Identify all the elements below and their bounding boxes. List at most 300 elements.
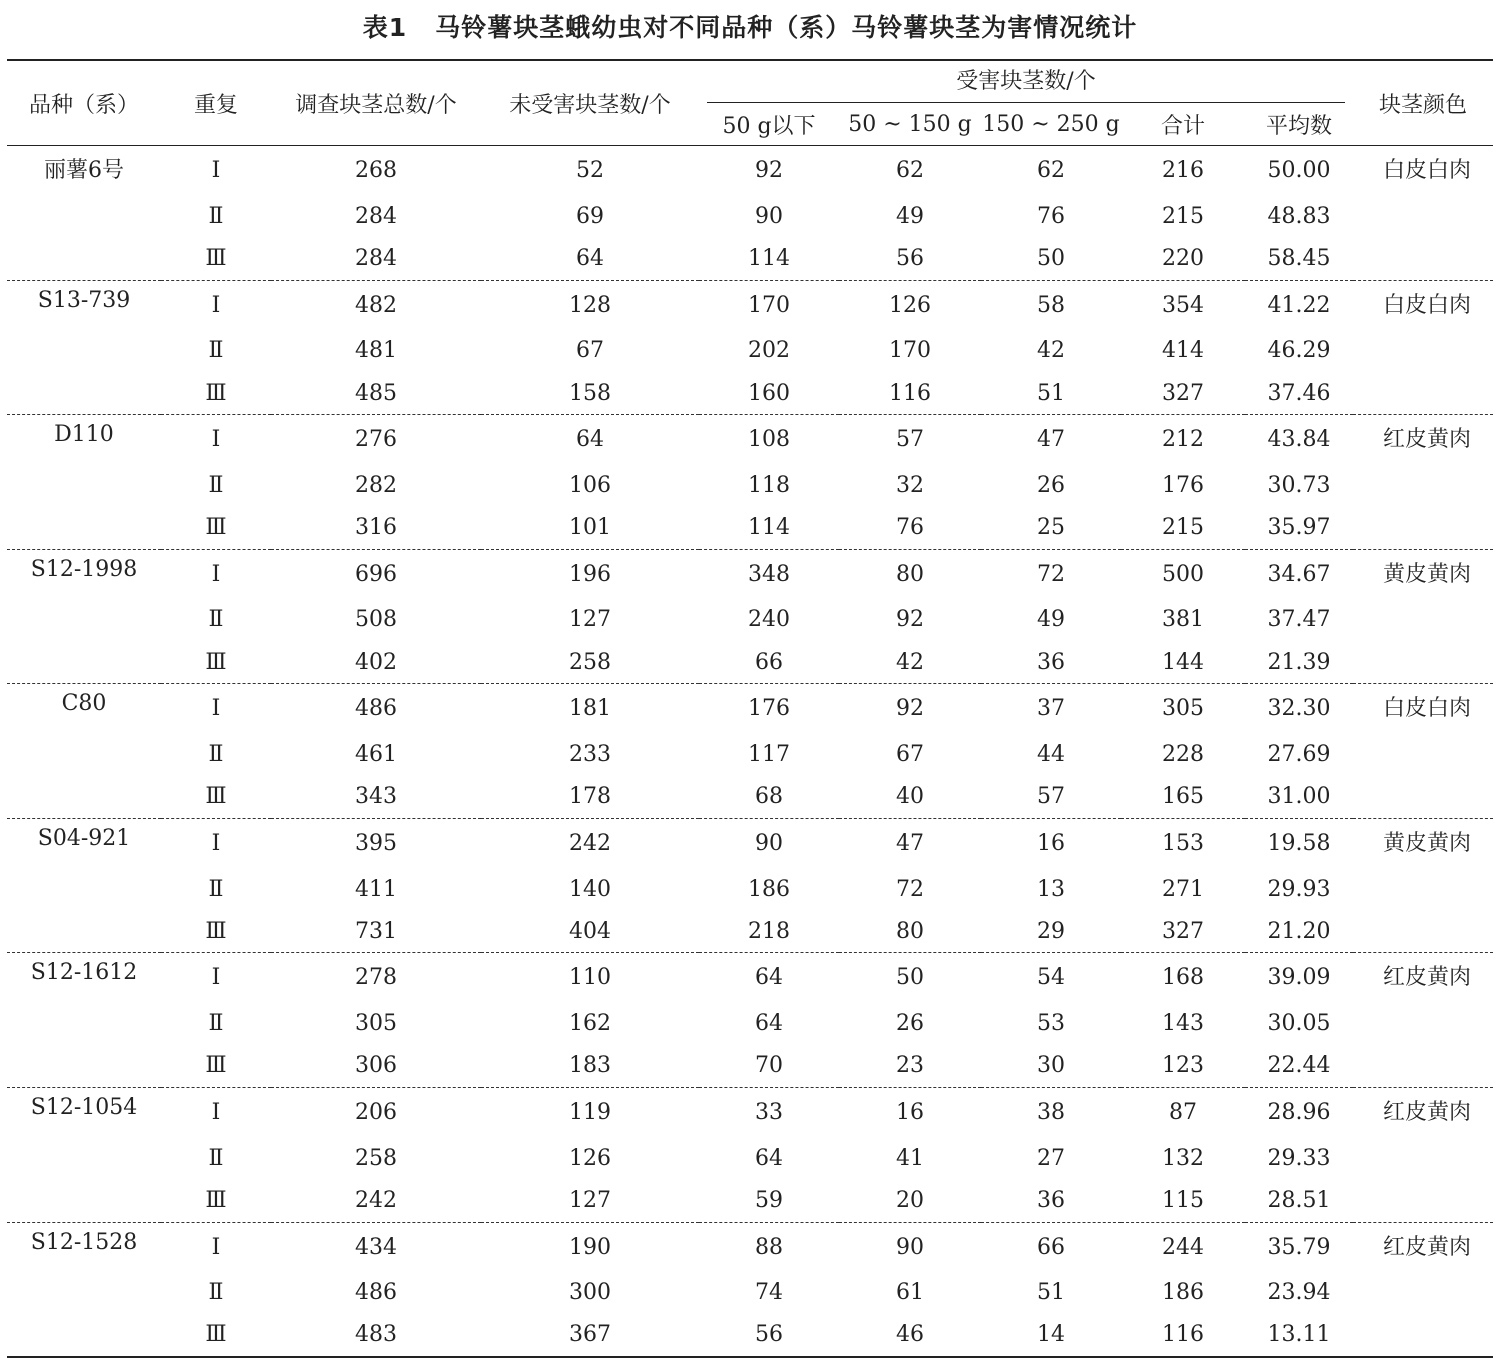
undamaged-cell: 64	[481, 237, 699, 280]
replicate-cell: Ⅲ	[161, 372, 271, 415]
sum-cell: 123	[1121, 1045, 1245, 1088]
w150-250-cell: 57	[981, 776, 1121, 819]
w150-250-cell: 14	[981, 1314, 1121, 1357]
lt50-cell: 66	[699, 641, 839, 684]
total-cell: 434	[355, 1234, 397, 1260]
total-cell: 284	[271, 237, 481, 280]
table-row	[7, 733, 1493, 775]
w50-150-cell: 170	[889, 338, 931, 364]
lt50-cell: 64	[755, 965, 783, 991]
table-row	[7, 415, 1493, 465]
header-undamaged: 未受害块茎数/个	[481, 60, 699, 146]
w50-150-cell: 47	[896, 830, 924, 856]
color-cell: 红皮黄肉	[1383, 1234, 1472, 1260]
empty-cell	[7, 1137, 161, 1179]
w150-250-cell: 30	[981, 1045, 1121, 1088]
lt50-cell: 117	[748, 742, 790, 768]
empty-cell	[7, 599, 161, 641]
lt50-cell: 92	[755, 158, 783, 184]
header-replicate: 重复	[161, 60, 271, 146]
table-row	[7, 1272, 1493, 1314]
damage-table	[7, 59, 1493, 1358]
lt50-cell: 240	[748, 607, 790, 633]
table-caption	[0, 8, 1500, 48]
caption-number: 表1	[362, 13, 408, 42]
table-row	[7, 146, 1493, 196]
lt50-cell: 64	[755, 1011, 783, 1037]
w150-250-cell: 58	[1037, 292, 1065, 318]
undamaged-cell: 110	[569, 965, 611, 991]
table-row	[7, 237, 1493, 280]
w150-250-cell: 76	[1037, 203, 1065, 229]
w150-250-cell: 27	[1037, 1145, 1065, 1171]
replicate-cell: Ⅰ	[211, 292, 221, 318]
w50-150-cell: 40	[839, 776, 981, 819]
sum-cell: 244	[1162, 1234, 1204, 1260]
w150-250-cell: 66	[1037, 1234, 1065, 1260]
w150-250-cell: 72	[1037, 561, 1065, 587]
avg-cell: 29.93	[1267, 876, 1331, 902]
sum-cell: 176	[1162, 472, 1204, 498]
undamaged-cell: 196	[569, 561, 611, 587]
table-row	[7, 1314, 1493, 1357]
empty-cell	[1353, 1137, 1493, 1179]
header-damaged-group	[699, 60, 1353, 103]
header-cultivar: 品种（系）	[7, 60, 161, 146]
total-cell: 305	[355, 1011, 397, 1037]
avg-cell: 27.69	[1267, 742, 1331, 768]
undamaged-cell: 162	[569, 1011, 611, 1037]
lt50-cell: 202	[748, 338, 790, 364]
lt50-cell: 160	[699, 372, 839, 415]
w150-250-cell: 47	[1037, 427, 1065, 453]
lt50-cell: 68	[699, 776, 839, 819]
empty-cell	[7, 910, 161, 953]
lt50-cell: 74	[755, 1280, 783, 1306]
header-lt50: 50 g以下	[699, 103, 839, 146]
lt50-cell: 114	[699, 507, 839, 550]
sum-cell: 165	[1121, 776, 1245, 819]
sum-cell: 186	[1162, 1280, 1204, 1306]
color-cell: 黄皮黄肉	[1383, 561, 1472, 587]
table-row	[7, 1222, 1493, 1272]
table-row	[7, 868, 1493, 910]
total-cell: 282	[355, 472, 397, 498]
undamaged-cell: 158	[481, 372, 699, 415]
undamaged-cell: 127	[481, 1179, 699, 1222]
w150-250-cell: 37	[1037, 696, 1065, 722]
sum-cell: 414	[1162, 338, 1204, 364]
cultivar-cell: S04-921	[37, 825, 131, 851]
total-cell: 483	[271, 1314, 481, 1357]
empty-cell	[1353, 1003, 1493, 1045]
avg-cell: 28.51	[1245, 1179, 1353, 1222]
sum-cell: 144	[1121, 641, 1245, 684]
w150-250-cell: 62	[1037, 158, 1065, 184]
w50-150-cell: 72	[896, 876, 924, 902]
empty-cell	[7, 372, 161, 415]
total-cell: 508	[355, 607, 397, 633]
sum-cell: 215	[1121, 507, 1245, 550]
avg-cell: 48.83	[1267, 203, 1331, 229]
empty-cell	[1353, 641, 1493, 684]
avg-cell: 21.39	[1245, 641, 1353, 684]
w50-150-cell: 126	[889, 292, 931, 318]
table-row	[7, 330, 1493, 372]
empty-cell	[1353, 372, 1493, 415]
replicate-cell: Ⅲ	[161, 1314, 271, 1357]
lt50-cell: 176	[748, 696, 790, 722]
replicate-cell: Ⅲ	[161, 776, 271, 819]
w50-150-cell: 90	[896, 1234, 924, 1260]
empty-cell	[7, 195, 161, 237]
empty-cell	[7, 1003, 161, 1045]
table-row	[7, 684, 1493, 734]
undamaged-cell: 178	[481, 776, 699, 819]
color-cell: 白皮白肉	[1383, 292, 1472, 318]
replicate-cell: Ⅲ	[161, 641, 271, 684]
sum-cell: 168	[1162, 965, 1204, 991]
replicate-cell: Ⅱ	[208, 338, 224, 364]
total-cell: 486	[355, 1280, 397, 1306]
empty-cell	[7, 641, 161, 684]
w50-150-cell: 32	[896, 472, 924, 498]
w50-150-cell: 16	[896, 1100, 924, 1126]
total-cell: 486	[355, 696, 397, 722]
replicate-cell: Ⅲ	[161, 237, 271, 280]
w50-150-cell: 42	[839, 641, 981, 684]
header-total: 调查块茎总数/个	[271, 60, 481, 146]
empty-cell	[1353, 507, 1493, 550]
color-cell: 白皮白肉	[1383, 158, 1472, 183]
avg-cell: 35.97	[1245, 507, 1353, 550]
undamaged-cell: 64	[576, 427, 604, 453]
replicate-cell: Ⅱ	[208, 472, 224, 498]
empty-cell	[1353, 237, 1493, 280]
table-body	[7, 146, 1493, 1358]
color-cell: 红皮黄肉	[1383, 965, 1472, 991]
avg-cell: 46.29	[1267, 338, 1331, 364]
w150-250-cell: 38	[1037, 1100, 1065, 1126]
empty-cell	[1353, 330, 1493, 372]
color-cell: 白皮白肉	[1383, 696, 1472, 722]
empty-cell	[1353, 599, 1493, 641]
undamaged-cell: 258	[481, 641, 699, 684]
total-cell: 731	[271, 910, 481, 953]
w50-150-cell: 80	[896, 561, 924, 587]
undamaged-cell: 242	[569, 830, 611, 856]
total-cell: 395	[355, 830, 397, 856]
w150-250-cell: 50	[981, 237, 1121, 280]
empty-cell	[7, 868, 161, 910]
w50-150-cell: 56	[839, 237, 981, 280]
table-row	[7, 372, 1493, 415]
sum-cell: 305	[1162, 696, 1204, 722]
cultivar-cell: S12-1054	[30, 1094, 138, 1120]
header-avg: 平均数	[1245, 103, 1353, 146]
table-row	[7, 641, 1493, 684]
table-header	[7, 60, 1493, 146]
replicate-cell: Ⅱ	[208, 1011, 224, 1037]
empty-cell	[1353, 1272, 1493, 1314]
undamaged-cell: 181	[569, 696, 611, 722]
cultivar-cell: S12-1998	[30, 556, 138, 582]
undamaged-cell: 190	[569, 1234, 611, 1260]
lt50-cell: 348	[748, 561, 790, 587]
table-row	[7, 1179, 1493, 1222]
w50-150-cell: 41	[896, 1145, 924, 1171]
total-cell: 481	[355, 338, 397, 364]
table-row	[7, 195, 1493, 237]
w150-250-cell: 13	[1037, 876, 1065, 902]
lt50-cell: 88	[755, 1234, 783, 1260]
avg-cell: 13.11	[1245, 1314, 1353, 1357]
total-cell: 402	[271, 641, 481, 684]
undamaged-cell: 69	[576, 203, 604, 229]
cultivar-cell: C80	[61, 691, 107, 717]
replicate-cell: Ⅲ	[161, 1045, 271, 1088]
lt50-cell: 118	[748, 472, 790, 498]
w50-150-cell: 80	[839, 910, 981, 953]
table-row	[7, 464, 1493, 506]
table-row	[7, 910, 1493, 953]
header-50-150: 50 ~ 150 g	[839, 103, 981, 146]
empty-cell	[1353, 1314, 1493, 1357]
sum-cell: 143	[1162, 1011, 1204, 1037]
avg-cell: 34.67	[1267, 561, 1331, 587]
sum-cell: 216	[1162, 158, 1204, 184]
w50-150-cell: 116	[839, 372, 981, 415]
w50-150-cell: 92	[896, 607, 924, 633]
w150-250-cell: 44	[1037, 742, 1065, 768]
replicate-cell: Ⅱ	[208, 607, 224, 633]
w50-150-cell: 57	[896, 427, 924, 453]
undamaged-cell: 140	[569, 876, 611, 902]
empty-cell	[7, 1179, 161, 1222]
undamaged-cell: 233	[569, 742, 611, 768]
avg-cell: 30.73	[1267, 472, 1331, 498]
sum-cell: 215	[1162, 203, 1204, 229]
w150-250-cell: 42	[1037, 338, 1065, 364]
w150-250-cell: 36	[981, 641, 1121, 684]
w50-150-cell: 76	[839, 507, 981, 550]
total-cell: 343	[271, 776, 481, 819]
color-cell: 黄皮黄肉	[1383, 830, 1472, 856]
avg-cell: 37.46	[1245, 372, 1353, 415]
avg-cell: 28.96	[1267, 1100, 1331, 1126]
sum-cell: 381	[1162, 607, 1204, 633]
table-row	[7, 776, 1493, 819]
w50-150-cell: 92	[896, 696, 924, 722]
empty-cell	[1353, 195, 1493, 237]
sum-cell: 153	[1162, 830, 1204, 856]
total-cell: 316	[271, 507, 481, 550]
lt50-cell: 90	[755, 203, 783, 229]
replicate-cell: Ⅱ	[208, 1145, 224, 1171]
undamaged-cell: 126	[569, 1145, 611, 1171]
total-cell: 206	[355, 1100, 397, 1126]
avg-cell: 21.20	[1245, 910, 1353, 953]
replicate-cell: Ⅲ	[161, 507, 271, 550]
table-row	[7, 549, 1493, 599]
undamaged-cell: 52	[576, 158, 604, 184]
w50-150-cell: 46	[839, 1314, 981, 1357]
lt50-cell: 64	[755, 1145, 783, 1171]
table-row	[7, 953, 1493, 1003]
lt50-cell: 59	[699, 1179, 839, 1222]
cultivar-cell: S12-1612	[30, 960, 138, 986]
replicate-cell: Ⅰ	[211, 427, 221, 453]
cultivar-cell: D110	[54, 422, 114, 448]
total-cell: 268	[355, 158, 397, 184]
sum-cell: 132	[1162, 1145, 1204, 1171]
sum-cell: 500	[1162, 561, 1204, 587]
sum-cell: 87	[1169, 1100, 1197, 1126]
replicate-cell: Ⅰ	[211, 1234, 221, 1260]
sum-cell: 115	[1121, 1179, 1245, 1222]
avg-cell: 41.22	[1267, 292, 1331, 318]
w150-250-cell: 16	[1037, 830, 1065, 856]
avg-cell: 23.94	[1267, 1280, 1331, 1306]
w50-150-cell: 62	[896, 158, 924, 184]
undamaged-cell: 183	[481, 1045, 699, 1088]
lt50-cell: 186	[748, 876, 790, 902]
total-cell: 278	[355, 965, 397, 991]
w50-150-cell: 50	[896, 965, 924, 991]
avg-cell: 58.45	[1245, 237, 1353, 280]
sum-cell: 228	[1162, 742, 1204, 768]
header-sum: 合计	[1121, 103, 1245, 146]
avg-cell: 32.30	[1267, 696, 1331, 722]
total-cell: 482	[355, 292, 397, 318]
replicate-cell: Ⅰ	[211, 965, 221, 991]
total-cell: 276	[355, 427, 397, 453]
empty-cell	[1353, 776, 1493, 819]
avg-cell: 19.58	[1267, 830, 1331, 856]
empty-cell	[1353, 1179, 1493, 1222]
table-row	[7, 818, 1493, 868]
replicate-cell: Ⅰ	[211, 696, 221, 722]
cultivar-cell: S12-1528	[30, 1229, 138, 1255]
w50-150-cell: 61	[896, 1280, 924, 1306]
w150-250-cell: 36	[981, 1179, 1121, 1222]
w150-250-cell: 26	[1037, 472, 1065, 498]
avg-cell: 50.00	[1267, 158, 1331, 184]
avg-cell: 30.05	[1267, 1011, 1331, 1037]
lt50-cell: 114	[699, 237, 839, 280]
header-damaged-group-label: 受害块茎数/个	[707, 61, 1345, 103]
sum-cell: 212	[1162, 427, 1204, 453]
replicate-cell: Ⅰ	[211, 158, 221, 184]
replicate-cell: Ⅱ	[208, 742, 224, 768]
total-cell: 696	[355, 561, 397, 587]
avg-cell: 31.00	[1245, 776, 1353, 819]
lt50-cell: 218	[699, 910, 839, 953]
lt50-cell: 170	[748, 292, 790, 318]
sum-cell: 327	[1121, 372, 1245, 415]
undamaged-cell: 119	[569, 1100, 611, 1126]
empty-cell	[1353, 733, 1493, 775]
avg-cell: 29.33	[1267, 1145, 1331, 1171]
undamaged-cell: 101	[481, 507, 699, 550]
empty-cell	[7, 1045, 161, 1088]
total-cell: 306	[271, 1045, 481, 1088]
table-row	[7, 1137, 1493, 1179]
empty-cell	[7, 237, 161, 280]
replicate-cell: Ⅱ	[208, 1280, 224, 1306]
w50-150-cell: 20	[839, 1179, 981, 1222]
empty-cell	[7, 733, 161, 775]
total-cell: 411	[355, 876, 397, 902]
w150-250-cell: 25	[981, 507, 1121, 550]
undamaged-cell: 106	[569, 472, 611, 498]
empty-cell	[1353, 868, 1493, 910]
sum-cell: 116	[1121, 1314, 1245, 1357]
w50-150-cell: 67	[896, 742, 924, 768]
lt50-cell: 33	[755, 1100, 783, 1126]
table-row	[7, 507, 1493, 550]
avg-cell: 22.44	[1245, 1045, 1353, 1088]
undamaged-cell: 404	[481, 910, 699, 953]
table-row	[7, 599, 1493, 641]
replicate-cell: Ⅰ	[211, 561, 221, 587]
w50-150-cell: 49	[896, 203, 924, 229]
lt50-cell: 56	[699, 1314, 839, 1357]
w150-250-cell: 49	[1037, 607, 1065, 633]
cultivar-cell: 丽薯6号	[44, 158, 124, 183]
empty-cell	[7, 330, 161, 372]
table-row	[7, 280, 1493, 330]
replicate-cell: Ⅱ	[208, 203, 224, 229]
table-row	[7, 1003, 1493, 1045]
sum-cell: 271	[1162, 876, 1204, 902]
undamaged-cell: 367	[481, 1314, 699, 1357]
w50-150-cell: 23	[839, 1045, 981, 1088]
empty-cell	[7, 464, 161, 506]
empty-cell	[1353, 464, 1493, 506]
table-row	[7, 1045, 1493, 1088]
lt50-cell: 70	[699, 1045, 839, 1088]
sum-cell: 327	[1121, 910, 1245, 953]
header-150-250: 150 ~ 250 g	[981, 103, 1121, 146]
total-cell: 258	[355, 1145, 397, 1171]
replicate-cell: Ⅱ	[208, 876, 224, 902]
replicate-cell: Ⅲ	[161, 1179, 271, 1222]
color-cell: 红皮黄肉	[1383, 427, 1472, 453]
table-row	[7, 1087, 1493, 1137]
w150-250-cell: 51	[1037, 1280, 1065, 1306]
sum-cell: 354	[1162, 292, 1204, 318]
empty-cell	[7, 776, 161, 819]
total-cell: 461	[355, 742, 397, 768]
w150-250-cell: 29	[981, 910, 1121, 953]
w150-250-cell: 53	[1037, 1011, 1065, 1037]
header-color: 块茎颜色	[1353, 60, 1493, 146]
color-cell: 红皮黄肉	[1383, 1099, 1472, 1125]
empty-cell	[7, 1272, 161, 1314]
replicate-cell: Ⅲ	[161, 910, 271, 953]
avg-cell: 39.09	[1267, 965, 1331, 991]
total-cell: 485	[271, 372, 481, 415]
lt50-cell: 108	[748, 427, 790, 453]
replicate-cell: Ⅰ	[211, 830, 221, 856]
undamaged-cell: 67	[576, 338, 604, 364]
avg-cell: 37.47	[1267, 607, 1331, 633]
cultivar-cell: S13-739	[37, 287, 131, 313]
empty-cell	[1353, 1045, 1493, 1088]
lt50-cell: 90	[755, 830, 783, 856]
avg-cell: 35.79	[1267, 1234, 1331, 1260]
